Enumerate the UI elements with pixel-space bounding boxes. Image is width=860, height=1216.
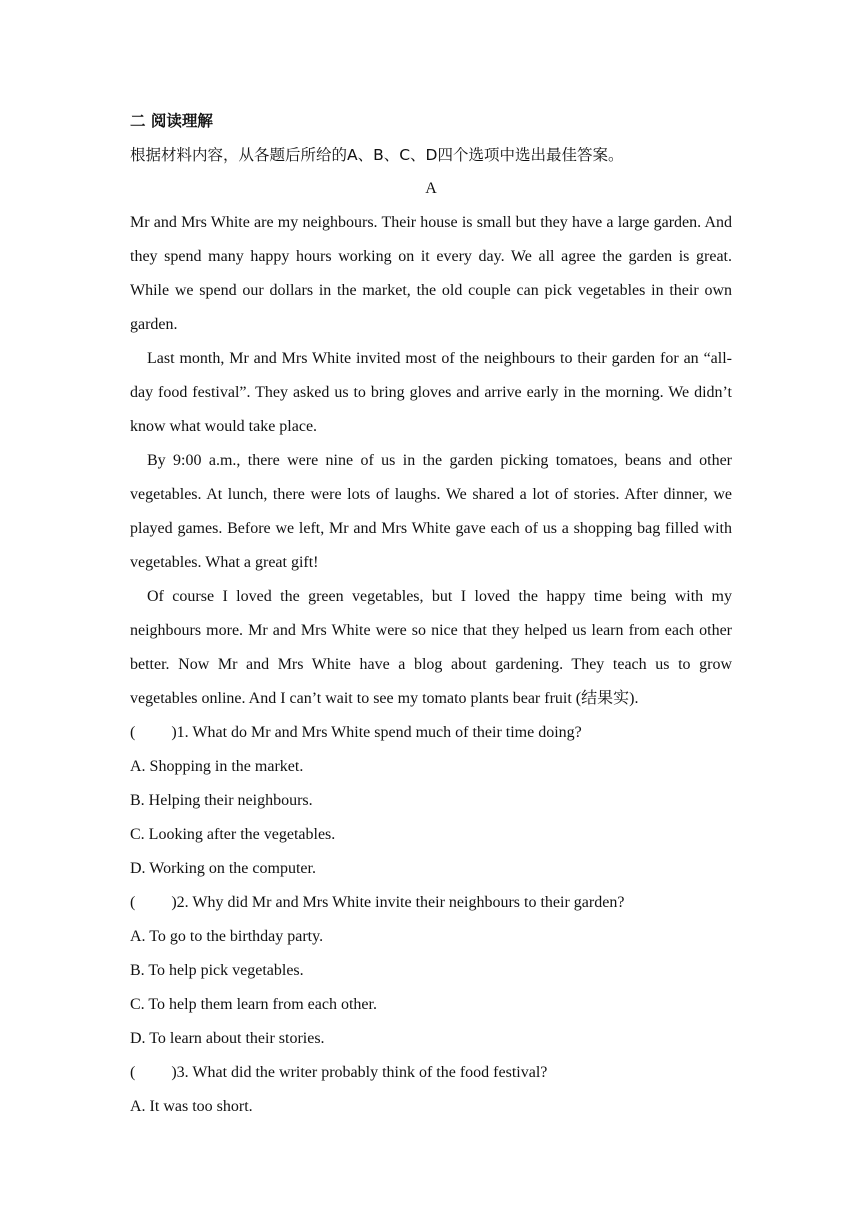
option-d: D. To learn about their stories. xyxy=(130,1030,325,1047)
question-stem xyxy=(130,1056,732,1090)
section-instruction: 根据材料内容，从各题后所给的A、B、C、D四个选项中选出最佳答案。 xyxy=(130,146,624,164)
question-3 xyxy=(130,1056,732,1124)
question-text: )3. What did the writer probably think of the food festival? xyxy=(171,1064,548,1081)
passage-paragraph-4: Of course I loved the green vegetables, but I loved the happy time being with my neighbours more. Mr and Mrs White were so nice that they helped us learn from each other better. Now Mr and Mrs White have a blog about gardening. They teach us to grow vegetables online. And I can’t wait to see my tomato plants bear fruit (结果实). xyxy=(130,588,732,707)
document-page xyxy=(130,104,732,1124)
option-d: D. Working on the computer. xyxy=(130,860,316,877)
question-stem xyxy=(130,716,732,750)
passage-paragraph-2: Last month, Mr and Mrs White invited most of the neighbours to their garden for an “all-day food festival”. They asked us to bring gloves and arrive early in the morning. We didn’t know what would take place. xyxy=(130,350,732,435)
option-c: C. Looking after the vegetables. xyxy=(130,826,336,843)
question-2 xyxy=(130,886,732,1056)
section-title: 二 阅读理解 xyxy=(130,112,213,130)
question-1 xyxy=(130,716,732,886)
answer-bracket-open: ( xyxy=(130,1064,136,1081)
passage-paragraph-3: By 9:00 a.m., there were nine of us in the garden picking tomatoes, beans and other vegetables. At lunch, there were lots of laughs. We shared a lot of stories. After dinner, we played games. Before we left, Mr and Mrs White gave each of us a shopping bag filled with vegetables. What a great gift! xyxy=(130,452,732,571)
question-text: )2. Why did Mr and Mrs White invite their neighbours to their garden? xyxy=(171,894,625,911)
option-b: B. Helping their neighbours. xyxy=(130,792,313,809)
option-b: B. To help pick vegetables. xyxy=(130,962,304,979)
answer-bracket-open: ( xyxy=(130,724,136,741)
question-text: )1. What do Mr and Mrs White spend much of their time doing? xyxy=(171,724,582,741)
option-a: A. To go to the birthday party. xyxy=(130,928,324,945)
passage-label: A xyxy=(425,180,437,197)
option-a: A. Shopping in the market. xyxy=(130,758,304,775)
option-c: C. To help them learn from each other. xyxy=(130,996,377,1013)
answer-bracket-open: ( xyxy=(130,894,136,911)
question-stem xyxy=(130,886,732,920)
option-a: A. It was too short. xyxy=(130,1098,253,1115)
passage-paragraph-1: Mr and Mrs White are my neighbours. Their house is small but they have a large garden. And they spend many happy hours working on it every day. We all agree the garden is great. While we spend our dollars in the market, the old couple can pick vegetables in their own garden. xyxy=(130,214,732,333)
